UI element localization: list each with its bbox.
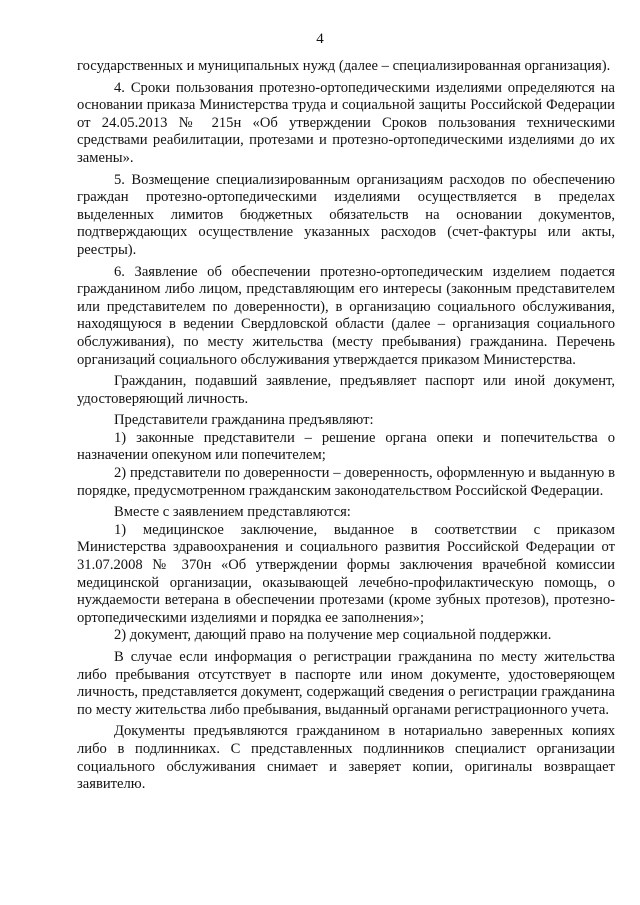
paragraph-continuation: государственных и муниципальных нужд (далее – специализированная организация). <box>77 58 611 74</box>
paragraph-item-5: 5. Возмещение специализированным организациям расходов по обеспечению граждан протезно-ортопедическими изделиями осуществляется в пределах выделенных лимитов бюджетных обязательств на основании документов, подтверждающих осуществление указанных расходов (счет-фактуры или акты, реестры). <box>77 171 615 258</box>
list-item-entitlement-document: 2) документ, дающий право на получение мер социальной поддержки. <box>114 627 552 644</box>
list-item-proxy-representatives: 2) представители по доверенности – доверенность, оформленную и выданную в порядке, предусмотренном гражданским законодательством Российской Федерации. <box>77 465 615 499</box>
paragraph-item-4: 4. Сроки пользования протезно-ортопедическими изделиями определяются на основании приказа Министерства труда и социальной защиты Российской Федерации от 24.05.2013 № 215н «Об утверждении Сроков пользования техническими средствами реабилитации, протезами и протезно-ортопедическими изделиями до их замены». <box>77 79 615 166</box>
paragraph-representatives-intro: Представители гражданина предъявляют: <box>114 412 374 429</box>
paragraph-item-6: 6. Заявление об обеспечении протезно-ортопедическим изделием подается гражданином либо лицом, представляющим его интересы (законным представителем или представителем по доверенности), в организацию социального обслуживания, находящуюся в ведении Свердловской области (далее – организация социального обслуживания), по месту жительства (месту пребывания) гражданина. Перечень организаций социального обслуживания утверждается приказом Министерства. <box>77 263 615 368</box>
list-item-legal-representatives: 1) законные представители – решение органа опеки и попечительства о назначении опекуном или попечителем; <box>77 429 615 464</box>
paragraph-passport: Гражданин, подавший заявление, предъявляет паспорт или иной документ, удостоверяющий личность. <box>77 373 615 407</box>
paragraph-attachments-intro: Вместе с заявлением представляются: <box>114 504 351 521</box>
paragraph-registration: В случае если информация о регистрации гражданина по месту жительства либо пребывания отсутствует в паспорте или ином документе, удостоверяющем личность, представляется документ, содержащий сведения о регистрации гражданина по месту жительства либо пребывания, выданный органами регистрационного учета. <box>77 649 615 718</box>
paragraph-notarized-copies: Документы предъявляются гражданином в нотариально заверенных копиях либо в подлинниках. С представленных подлинников специалист организации социального обслуживания снимает и заверяет копии, оригиналы возвращает заявителю. <box>77 723 615 793</box>
document-body <box>77 58 615 798</box>
page-number: 4 <box>316 31 324 47</box>
list-item-medical-conclusion: 1) медицинское заключение, выданное в соответствии с приказом Министерства здравоохранения и социального развития Российской Федерации от 31.07.2008 № 370н «Об утверждении формы заключения врачебной комиссии медицинской организации, оказывающей лечебно-профилактическую помощь, о нуждаемости ветерана в обеспечении протезами (кроме зубных протезов), протезно-ортопедическими изделиями и порядка ее заполнения»; <box>77 521 615 626</box>
